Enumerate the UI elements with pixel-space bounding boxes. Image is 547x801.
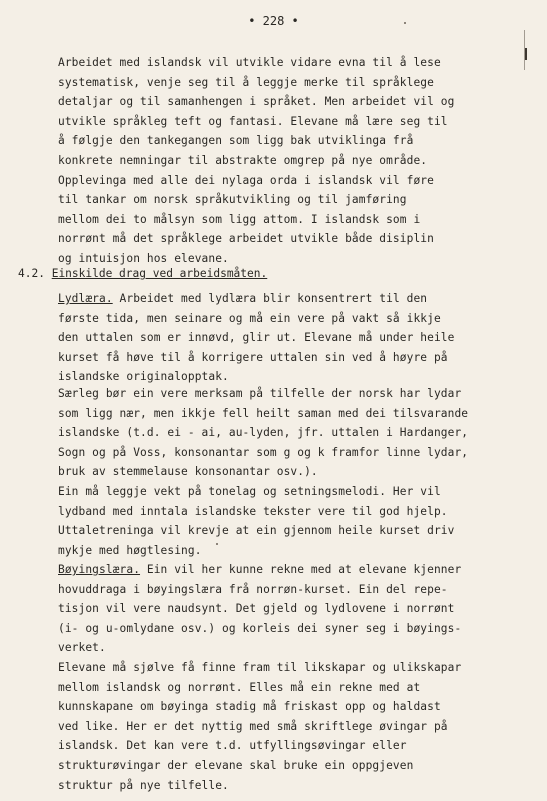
text-line: systematisk, venje seg til å leggje merke til språklege <box>58 75 434 89</box>
text-line: verket. <box>58 641 106 655</box>
text-line: første tida, men seinare og må ein vere på vakt så ikkje <box>58 311 441 325</box>
text-line: og intuisjon hos elevane. <box>58 251 229 265</box>
scan-speck <box>404 22 406 24</box>
text-line: å følgje den tankegangen som ligg bak utviklinga frå <box>58 134 414 148</box>
text-line: Elevane må sjølve få finne fram til likskapar og ulikskapar <box>58 661 462 674</box>
paragraph-6 <box>58 658 528 795</box>
text-line: Ein må leggje vekt på tonelag og setningsmelodi. Her vil <box>58 485 441 498</box>
text-line: mykje med høgtlesing. <box>58 543 202 557</box>
subheading: Bøyingslæra. <box>58 563 141 576</box>
text-line: hovuddraga i bøyingslæra frå norrøn-kurset. Ein del repe- <box>58 582 448 596</box>
section-title: Einskilde drag ved arbeidsmåten. <box>51 267 268 280</box>
text-line: til tankar om norsk språkutvikling og til jamføring <box>58 193 407 207</box>
text-line: struktur på nye tilfelle. <box>58 778 229 792</box>
text-line: den uttalen som er innøvd, glir ut. Elevane må under heile <box>58 331 455 345</box>
section-heading <box>18 264 267 284</box>
text-line: Sogn og på Voss, konsonantar som g og k framfor linne lydar, <box>58 445 469 459</box>
text-line: detaljar og til samanhengen i språket. Men arbeidet vil og <box>58 95 455 109</box>
text-line: islandske originalopptak. <box>58 370 229 384</box>
text-line: utvikle språkleg teft og fantasi. Elevane må lære seg til <box>58 114 448 128</box>
text-line: mellom dei to målsyn som ligg attom. I islandsk som i <box>58 212 421 226</box>
section-number: 4.2. <box>18 267 45 280</box>
text-line: Opplevinga med alle dei nylaga orda i islandsk vil føre <box>58 173 434 187</box>
text-line <box>58 560 528 580</box>
paragraph-1 <box>58 53 528 269</box>
text-line: islandsk. Det kan vere t.d. utfyllingsøvingar eller <box>58 739 407 753</box>
text-line: islandske (t.d. ei - ai, au-lyden, jfr. uttalen i Hardanger, <box>58 426 469 440</box>
text-line: ved like. Her er det nyttig med små skriftlege øvingar på <box>58 719 448 733</box>
text-run: Arbeidet med lydlæra blir konsentrert til den <box>112 292 428 305</box>
text-line: (i- og u-omlydane osv.) og korleis dei syner seg i bøyings- <box>58 621 462 635</box>
text-line: Arbeidet med islandsk vil utvikle vidare evna til å lese <box>58 56 441 69</box>
text-line: norrønt må det språklege arbeidet utvikle både disiplin <box>58 232 434 246</box>
text-line: tisjon vil vere naudsynt. Det gjeld og lydlovene i norrønt <box>58 602 455 616</box>
paragraph-boyingslaera <box>58 560 528 658</box>
text-line: Særleg bør ein vere merksam på tilfelle der norsk har lydar <box>58 387 462 400</box>
text-line: lydband med inntala islandske tekster vere til god hjelp. <box>58 504 448 518</box>
paragraph-4 <box>58 482 528 560</box>
text-line <box>58 289 528 309</box>
text-line: strukturøvingar der elevane skal bruke ein oppgjeven <box>58 758 414 772</box>
text-line: konkrete nemningar til abstrakte omgrep på nye område. <box>58 153 428 167</box>
text-line: kurset få høve til å korrigere uttalen sin ved å høyre på <box>58 350 448 364</box>
page-number: • 228 • <box>248 14 299 28</box>
paragraph-3 <box>58 384 528 482</box>
subheading: Lydlæra. <box>58 292 113 305</box>
text-line: bruk av stemmelause konsonantar osv.). <box>58 465 318 479</box>
paragraph-lydlaera <box>58 289 528 387</box>
text-run: Ein vil her kunne rekne med at elevane kjenner <box>140 563 462 576</box>
text-line: kunnskapane om bøyinga stadig må friskast opp og haldast <box>58 700 441 714</box>
text-line: mellom islandsk og norrønt. Elles må ein rekne med at <box>58 680 421 694</box>
text-line: Uttaletreninga vil krevje at ein gjennom heile kurset driv <box>58 524 455 538</box>
text-line: som ligg nær, men ikkje fell heilt saman med dei tilsvarande <box>58 406 469 420</box>
